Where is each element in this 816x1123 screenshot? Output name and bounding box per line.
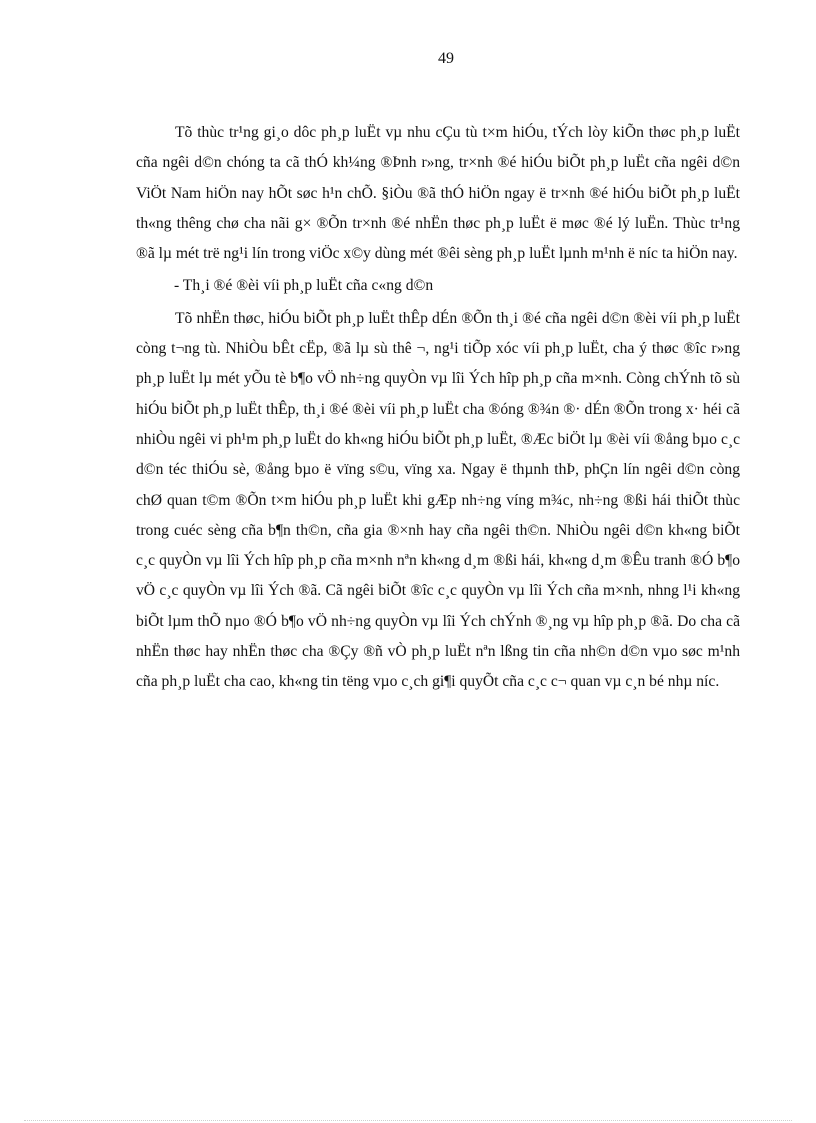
- section-heading-attitude: - Th¸i ®é ®èi víi ph¸p luËt cña c«ng d©n: [174, 277, 434, 295]
- paragraph-attitude: Tõ nhËn thøc, hiÓu biÕt ph¸p luËt thÊp dÉn ®Õn th¸i ®é cña ngêi d©n ®èi víi ph¸p luËt còng t¬ng tù. NhiÒu bÊt cËp, ®ã lµ sù thê ¬, ng¹i tiÕp xóc víi ph¸p luËt, cha ý thøc ®îc r»ng ph¸p luËt lµ mét yÕu tè b¶o vÖ nh÷ng quyÒn vµ lîi Ých hîp ph¸p cña m×nh. Còng chÝnh tõ sù hiÓu biÕt ph¸p luËt thÊp, th¸i ®é ®èi víi ph¸p luËt cha ®óng ®¾n ®· dÉn ®Õn trong x· héi cã nhiÒu ngêi vi ph¹m ph¸p luËt do kh«ng hiÓu biÕt ph¸p luËt, ®Æc biÖt lµ ®èi víi ®ång bµo c¸c d©n téc thiÓu sè, ®ång bµo ë vïng s©u, vïng xa. Ngay ë thµnh thÞ, phÇn lín ngêi d©n còng chØ quan t©m ®Õn t×m hiÓu ph¸p luËt khi gÆp nh÷ng víng m¾c, nh÷ng ®ßi hái thiÕt thùc trong cuéc sèng cña b¶n th©n, cña gia ®×nh hay cña ngêi th©n. NhiÒu ngêi d©n kh«ng biÕt c¸c quyÒn vµ lîi Ých hîp ph¸p cña m×nh nªn kh«ng d¸m ®ßi hái, kh«ng d¸m ®Êu tranh ®Ó b¶o vÖ c¸c quyÒn vµ lîi Ých ®ã. Cã ngêi biÕt ®îc c¸c quyÒn vµ lîi Ých cña m×nh, nhng l¹i kh«ng biÕt lµm thÕ nµo ®Ó b¶o vÖ nh÷ng quyÒn vµ lîi Ých chÝnh ®¸ng vµ hîp ph¸p ®ã. Do cha cã nhËn thøc hay nhËn thøc cha ®Çy ®ñ vÒ ph¸p luËt nªn lßng tin cña nh©n d©n vµo søc m¹nh cña ph¸p luËt cha cao, kh«ng tin tëng vµo c¸ch gi¶i quyÕt cña c¸c c¬ quan vµ c¸n bé nhµ níc.: [136, 309, 740, 691]
- page-bottom-rule: [24, 1120, 792, 1121]
- page-number: 49: [438, 50, 454, 67]
- paragraph-current-state: Tõ thùc tr¹ng gi¸o dôc ph¸p luËt vµ nhu cÇu tù t×m hiÓu, tÝch lòy kiÕn thøc ph¸p luËt cña ngêi d©n chóng ta cã thÓ kh¼ng ®Þnh r»ng, tr×nh ®é hiÓu biÕt ph¸p luËt cña ngêi d©n ViÖt Nam hiÖn nay hÕt søc h¹n chÕ. §iÒu ®ã thÓ hiÖn ngay ë tr×nh ®é hiÓu biÕt ph¸p luËt th«ng thêng chø cha nãi g× ®Õn tr×nh ®é nhËn thøc ph¸p luËt ë møc ®é lý luËn. Thùc tr¹ng ®ã lµ mét trë ng¹i lín trong viÖc x©y dùng mét ®êi sèng ph¸p luËt lµnh m¹nh ë níc ta hiÖn nay.: [136, 124, 740, 263]
- document-body: [136, 118, 740, 698]
